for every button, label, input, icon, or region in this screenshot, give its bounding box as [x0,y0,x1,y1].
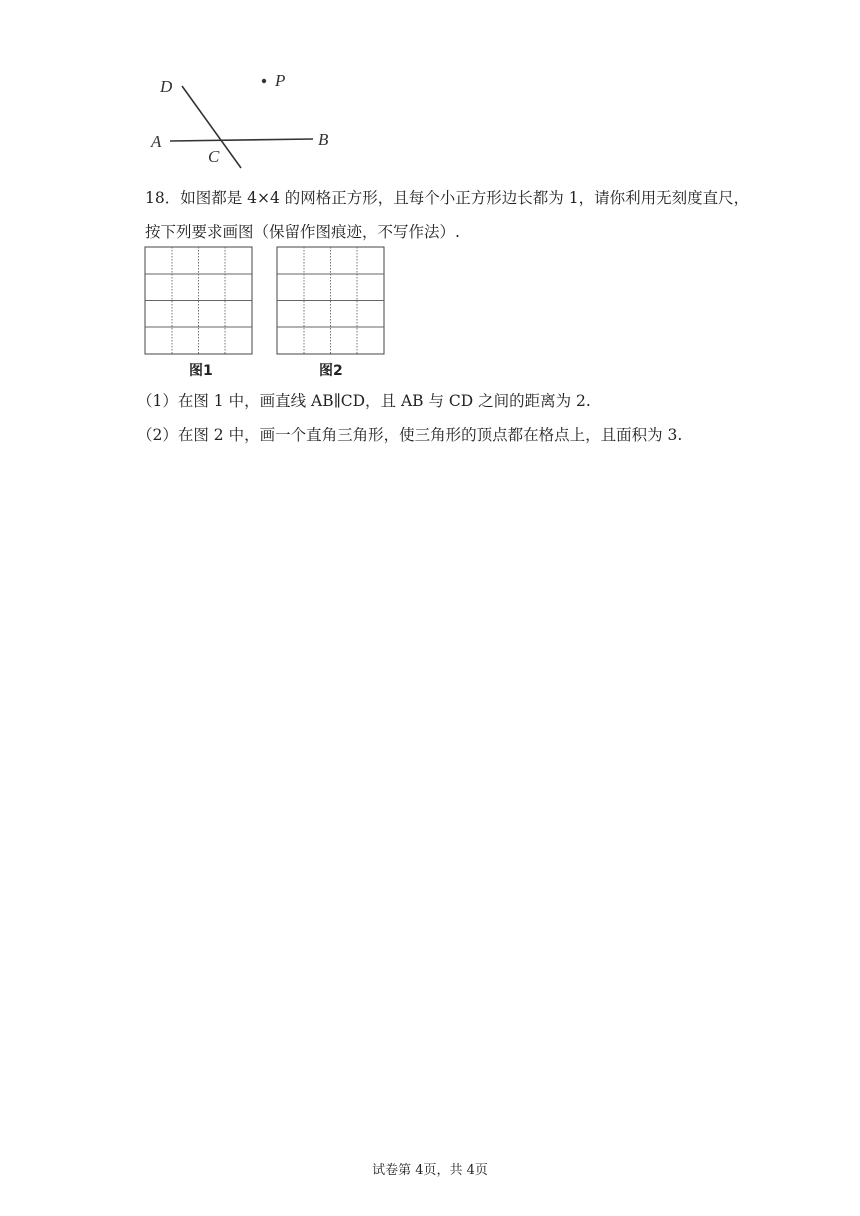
label-b: B [318,130,329,149]
label-p: P [275,71,286,90]
grid-2-caption: 图2 [319,363,343,379]
question-18-part-2: （2）在图 2 中，画一个直角三角形，使三角形的顶点都在格点上，且面积为 3. [137,426,683,444]
question-18-line2: 按下列要求画图（保留作图痕迹，不写作法）. [145,223,460,241]
question-18-line1: 18．如图都是 4×4 的网格正方形，且每个小正方形边长都为 1，请你利用无刻度直尺， [145,189,750,207]
line-ab [170,139,313,141]
label-c: C [208,147,220,166]
label-a: A [151,132,162,151]
grid-figure-1 [144,246,254,356]
label-d: D [160,77,173,96]
question-18-part-1: （1）在图 1 中，画直线 AB∥CD，且 AB 与 CD 之间的距离为 2. [137,392,591,410]
point-p [262,79,266,83]
grid-figure-2 [276,246,386,356]
page-footer: 试卷第 4页，共 4页 [372,1163,488,1178]
line-figure [140,62,360,172]
grid-1-caption: 图1 [189,363,213,379]
